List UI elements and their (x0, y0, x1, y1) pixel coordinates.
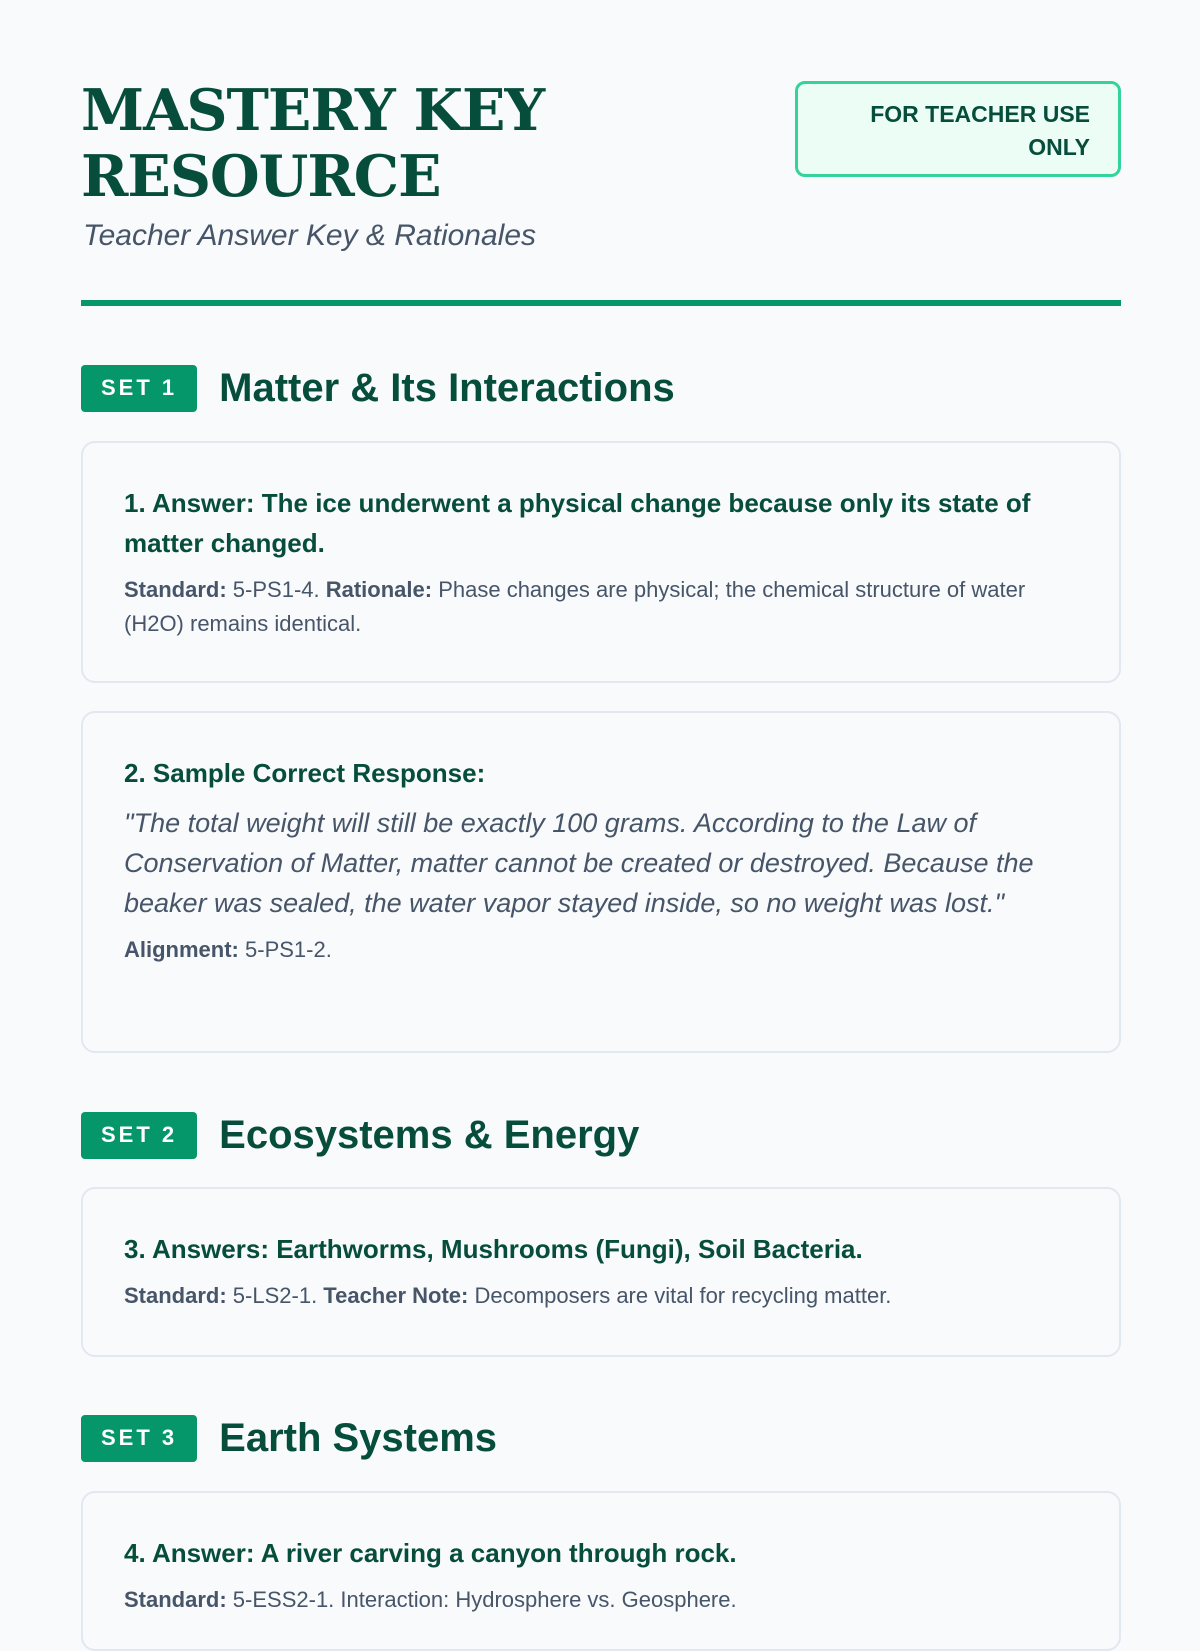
standard-label: Standard: (124, 1283, 227, 1308)
standard-value: 5-ESS2-1. Interaction: Hydrosphere vs. Geosphere. (226, 1587, 737, 1612)
teacher-note-value: Decomposers are vital for recycling matter. (468, 1283, 892, 1308)
set-1-header (81, 364, 675, 412)
standard-label: Standard: (124, 577, 227, 602)
answer-card-4-meta (124, 1583, 1079, 1617)
answer-card-1 (81, 441, 1121, 683)
page-header (81, 0, 1121, 306)
rationale-label: Rationale: (325, 577, 433, 602)
set-3-title: Earth Systems (219, 1415, 498, 1460)
set-1-badge: SET 1 (81, 365, 197, 412)
teacher-use-badge-line-2: ONLY (1028, 134, 1090, 160)
set-2-header (81, 1111, 639, 1159)
answer-key-page (81, 0, 1121, 1612)
answer-card-1-heading: 1. Answer: The ice underwent a physical change because only its state of matter changed. (124, 488, 1031, 558)
alignment-value: 5-PS1-2. (238, 937, 332, 962)
teacher-use-badge-line-1: FOR TEACHER USE (870, 101, 1090, 127)
page-subtitle: Teacher Answer Key & Rationales (83, 219, 537, 252)
set-3-header (81, 1414, 497, 1462)
header-divider (81, 300, 1121, 306)
answer-card-3 (81, 1187, 1121, 1357)
answer-card-4 (81, 1491, 1121, 1651)
answer-card-2-heading: 2. Sample Correct Response: (124, 758, 486, 788)
sample-response-quote: "The total weight will still be exactly 100 grams. According to the Law of Conservation of Matter, matter cannot be created or destroyed. Because the beaker was sealed, the water vapor stayed inside, so no weight was lost." (124, 808, 1034, 918)
set-2-title: Ecosystems & Energy (219, 1112, 640, 1157)
answer-card-3-heading: 3. Answers: Earthworms, Mushrooms (Fungi), Soil Bacteria. (124, 1234, 863, 1264)
set-1-title: Matter & Its Interactions (219, 365, 675, 410)
page-title-line-1: MASTERY KEY (81, 77, 545, 144)
set-2-badge: SET 2 (81, 1112, 197, 1159)
alignment-label: Alignment: (124, 937, 239, 962)
standard-value: 5-PS1-4. (226, 577, 326, 602)
answer-card-1-meta (124, 573, 1079, 641)
page-title (81, 78, 544, 210)
teacher-note-label: Teacher Note: (323, 1283, 469, 1308)
page-title-line-2: RESOURCE (81, 143, 441, 210)
rationale-value: Phase changes are physical; the chemical structure of water (H2O) remains identical. (124, 577, 1026, 636)
teacher-use-badge (795, 81, 1121, 177)
set-3-badge: SET 3 (81, 1415, 197, 1462)
standard-value: 5-LS2-1. (226, 1283, 324, 1308)
answer-card-4-heading: 4. Answer: A river carving a canyon through rock. (124, 1538, 737, 1568)
answer-card-2 (81, 711, 1121, 1053)
answer-card-2-meta (124, 933, 1079, 967)
answer-card-3-meta (124, 1279, 1079, 1313)
standard-label: Standard: (124, 1587, 227, 1612)
